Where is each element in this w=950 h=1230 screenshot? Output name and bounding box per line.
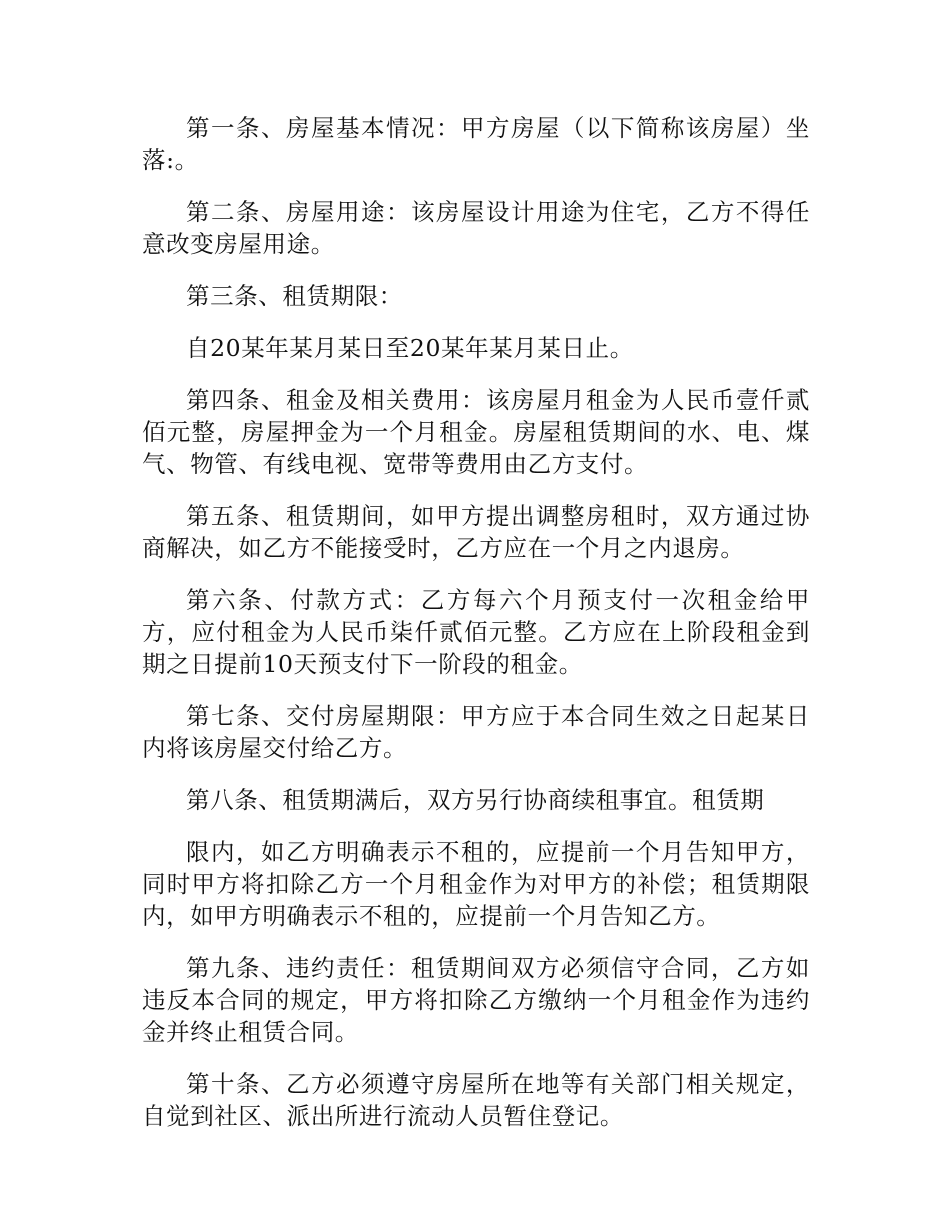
clause-9: 第九条、违约责任：租赁期间双方必须信守合同，乙方如违反本合同的规定，甲方将扣除乙方缴纳一个月租金作为违约金并终止租赁合同。 [142,954,810,1046]
clause-3: 第三条、租赁期限： [186,282,403,310]
clause-8: 第八条、租赁期满后，双方另行协商续租事宜。租赁期 [186,786,765,814]
clause-4: 第四条、租金及相关费用：该房屋月租金为人民币壹仟贰佰元整，房屋押金为一个月租金。房屋租赁期间的水、电、煤气、物管、有线电视、宽带等费用由乙方支付。 [142,386,810,478]
clause-5: 第五条、租赁期间，如甲方提出调整房租时，双方通过协商解决，如乙方不能接受时，乙方应在一个月之内退房。 [142,502,810,562]
document-body [142,112,810,1152]
clause-2: 第二条、房屋用途：该房屋设计用途为住宅，乙方不得任意改变房屋用途。 [142,198,810,258]
clause-7: 第七条、交付房屋期限：甲方应于本合同生效之日起某日内将该房屋交付给乙方。 [142,702,810,762]
clause-10: 第十条、乙方必须遵守房屋所在地等有关部门相关规定，自觉到社区、派出所进行流动人员暂住登记。 [142,1070,810,1130]
clause-8-continued: 限内，如乙方明确表示不租的，应提前一个月告知甲方，同时甲方将扣除乙方一个月租金作为对甲方的补偿；租赁期限内，如甲方明确表示不租的，应提前一个月告知乙方。 [142,838,810,930]
clause-3-term: 自20某年某月某日至20某年某月某日止。 [186,334,634,362]
clause-6: 第六条、付款方式：乙方每六个月预支付一次租金给甲方，应付租金为人民币柒仟贰佰元整。乙方应在上阶段租金到期之日提前10天预支付下一阶段的租金。 [142,586,810,678]
clause-1: 第一条、房屋基本情况：甲方房屋（以下简称该房屋）坐落:。 [142,114,810,174]
